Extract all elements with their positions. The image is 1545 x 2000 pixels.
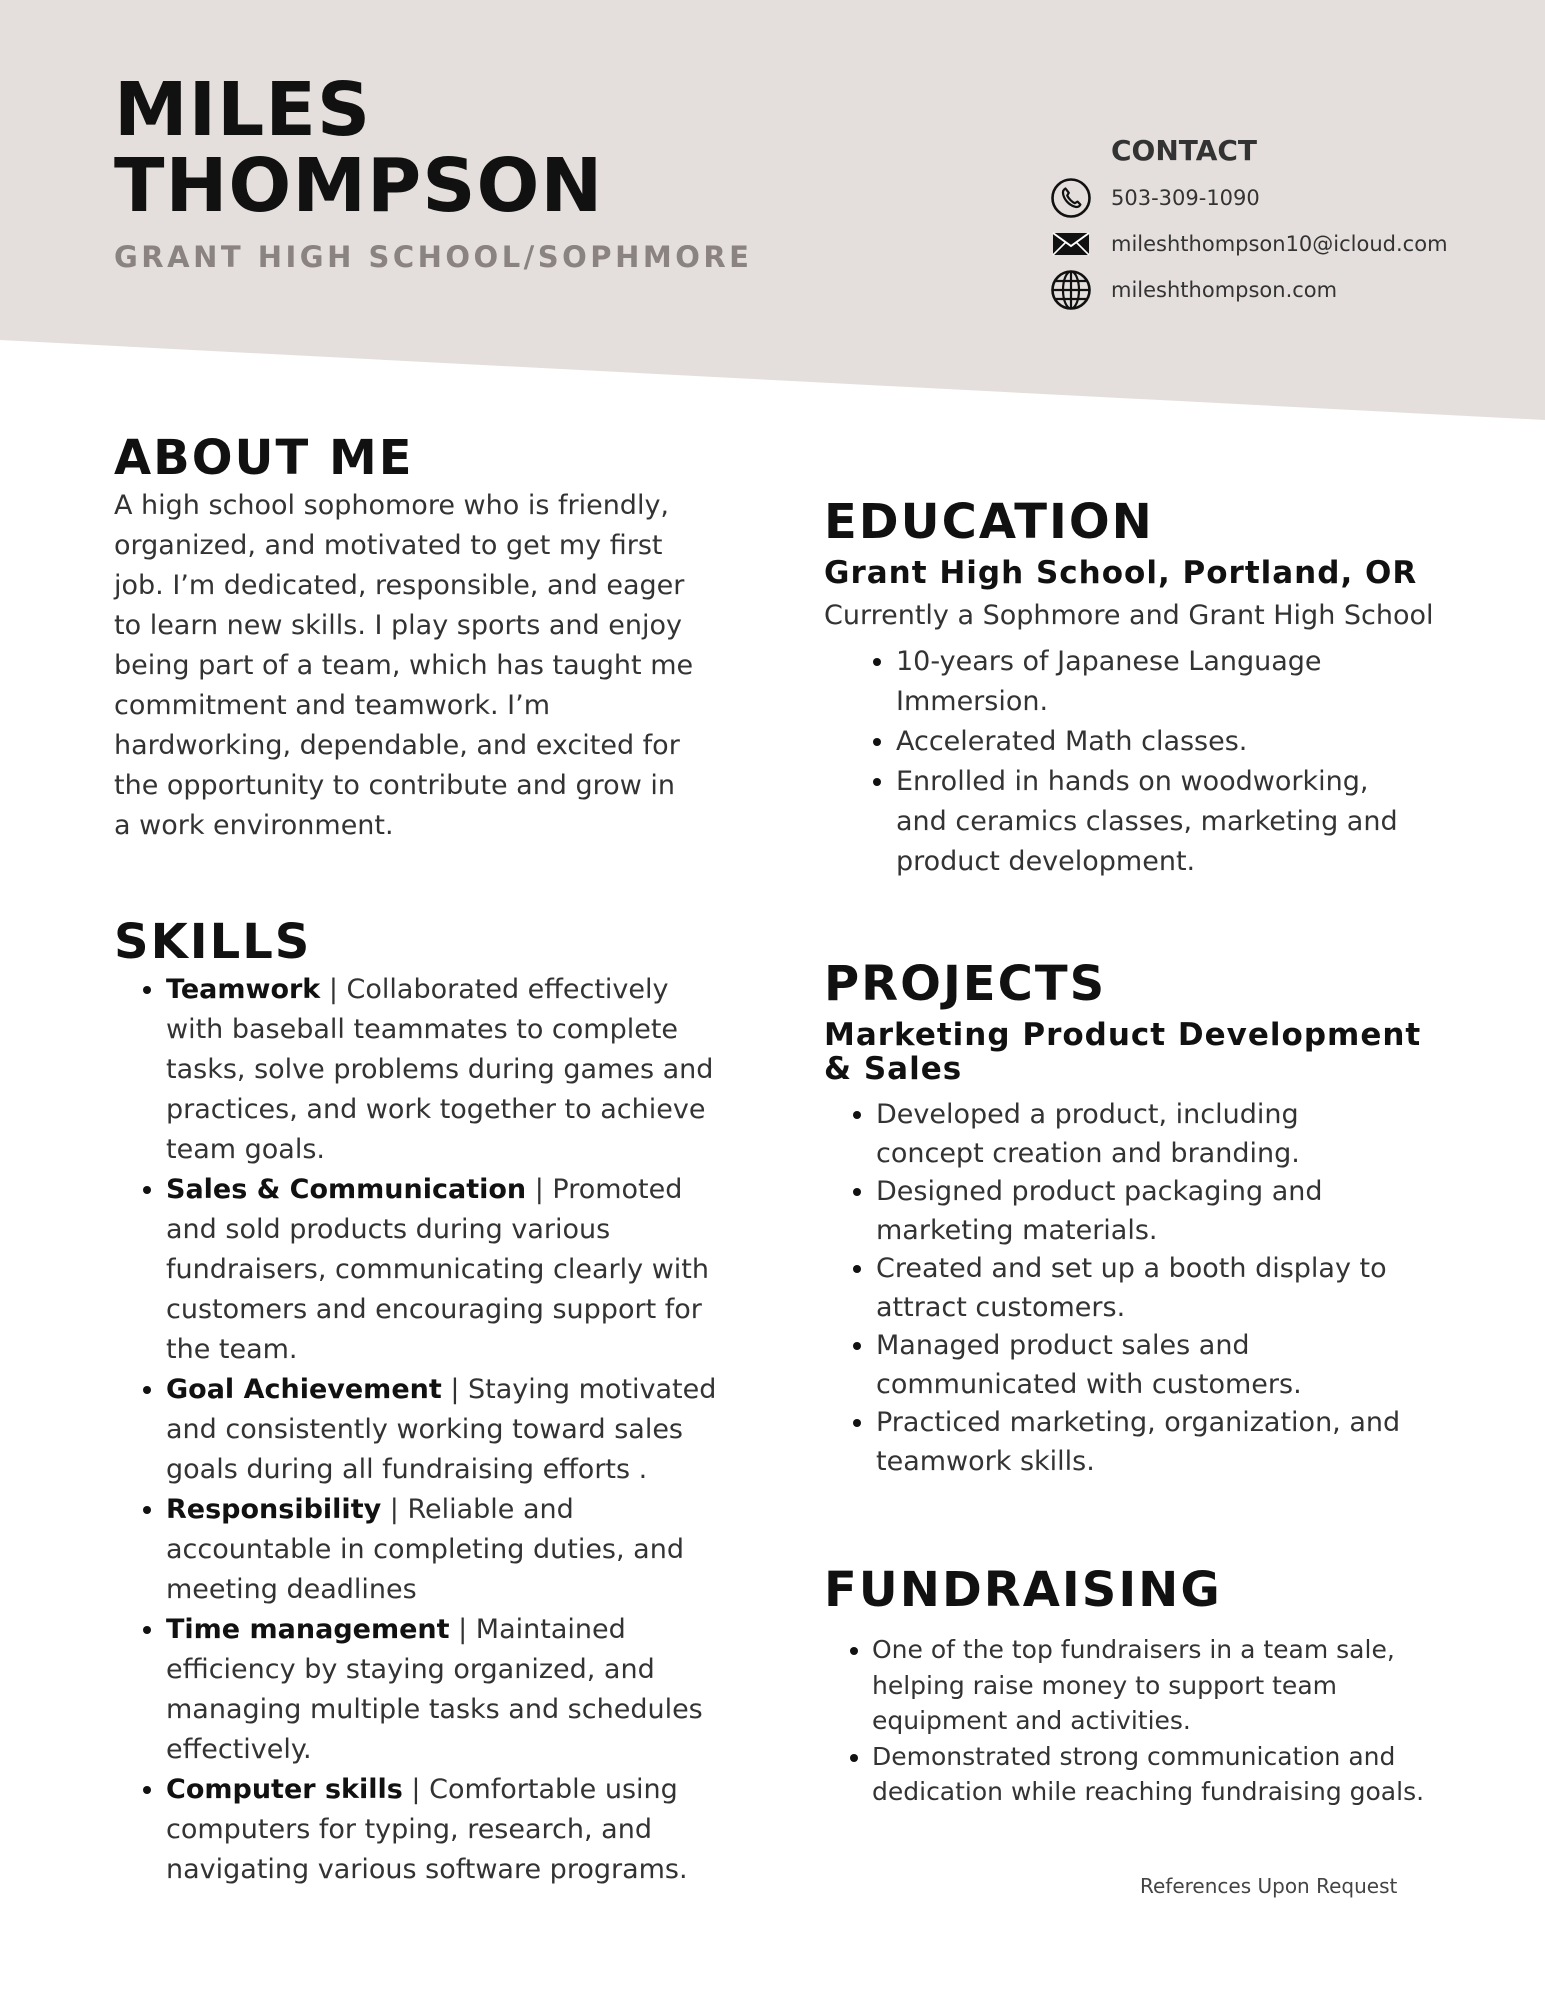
projects-heading: PROJECTS: [824, 956, 1107, 1012]
skills-heading: SKILLS: [114, 914, 312, 970]
skill-title: Time management: [166, 1614, 450, 1645]
school-subtitle: GRANT HIGH SCHOOL/SOPHMORE: [114, 240, 753, 274]
education-item: • 10-years of Japanese Language Immersion.: [896, 642, 1416, 722]
skills-section: [114, 914, 724, 1890]
fundraising-item: • Demonstrated strong communication and dedication while reaching fundraising goals.: [872, 1739, 1432, 1810]
skill-desc: | Maintained efficiency by staying organized, and managing multiple tasks and schedules effectively.: [166, 1614, 703, 1765]
fundraising-heading: FUNDRAISING: [824, 1562, 1222, 1618]
website-text[interactable]: mileshthompson.com: [1111, 278, 1338, 302]
fundraising-list: [824, 1632, 1432, 1810]
about-heading: ABOUT ME: [114, 430, 414, 486]
education-status: Currently a Sophmore and Grant High School: [824, 600, 1434, 631]
contact-phone: [1050, 176, 1260, 220]
skill-item: [166, 1770, 724, 1890]
contact-email: [1050, 222, 1448, 266]
contact-heading: CONTACT: [1111, 134, 1258, 167]
project-item: • Developed a product, including concept creation and branding.: [876, 1096, 1406, 1173]
skill-title: Teamwork: [166, 974, 321, 1005]
projects-list: [824, 1096, 1406, 1481]
first-name: MILES: [114, 67, 372, 153]
projects-section: [824, 956, 1464, 1481]
education-list: [824, 642, 1416, 882]
education-item: • Accelerated Math classes.: [896, 722, 1416, 762]
contact-website: [1050, 268, 1337, 312]
project-item: • Managed product sales and communicated with customers.: [876, 1327, 1406, 1404]
education-section: [824, 494, 1464, 882]
email-text[interactable]: mileshthompson10@icloud.com: [1111, 232, 1448, 256]
skill-desc: | Staying motivated and consistently working toward sales goals during all fundraising efforts .: [166, 1374, 717, 1485]
about-section: [114, 430, 714, 846]
project-item: • Practiced marketing, organization, and teamwork skills.: [876, 1404, 1406, 1481]
candidate-name: [114, 67, 604, 229]
phone-icon: [1050, 177, 1092, 219]
skill-item: [166, 1610, 724, 1770]
skill-item: [166, 1170, 724, 1370]
project-title-line2: & Sales: [824, 1051, 963, 1087]
project-title-line1: Marketing Product Development: [824, 1017, 1422, 1053]
skill-desc: | Reliable and accountable in completing duties, and meeting deadlines: [166, 1494, 684, 1605]
skills-list: [114, 970, 724, 1890]
phone-text[interactable]: 503-309-1090: [1111, 186, 1260, 210]
skill-title: Responsibility: [166, 1494, 382, 1525]
skill-item: [166, 970, 724, 1170]
project-item: • Designed product packaging and marketing materials.: [876, 1173, 1406, 1250]
project-item: • Created and set up a booth display to attract customers.: [876, 1250, 1406, 1327]
skill-title: Sales & Communication: [166, 1174, 527, 1205]
skill-desc: | Collaborated effectively with baseball teammates to complete tasks, solve problems during games and practices, and work together to achieve team goals.: [166, 974, 714, 1165]
last-name: THOMPSON: [114, 143, 604, 229]
skill-item: [166, 1370, 724, 1490]
skill-item: [166, 1490, 724, 1610]
school-name: Grant High School, Portland, OR: [824, 555, 1418, 591]
skill-desc: | Promoted and sold products during various fundraisers, communicating clearly with customers and encouraging support for the team.: [166, 1174, 709, 1365]
skill-desc: | Comfortable using computers for typing, research, and navigating various software programs.: [166, 1774, 688, 1885]
envelope-icon: [1050, 223, 1092, 265]
about-text: A high school sophomore who is friendly, organized, and motivated to get my first job. I’m dedicated, responsible, and eager to learn new skills. I play sports and enjoy being part of a team, which has taught me commitment and teamwork. I’m hardworking, dependable, and excited for the opportunity to contribute and grow in a work environment.: [114, 490, 694, 841]
globe-icon: [1050, 269, 1092, 311]
education-item: • Enrolled in hands on woodworking, and ceramics classes, marketing and product development.: [896, 762, 1416, 882]
fundraising-section: [824, 1562, 1464, 1810]
skill-title: Computer skills: [166, 1774, 403, 1805]
references-note: References Upon Request: [1140, 1874, 1398, 1898]
education-heading: EDUCATION: [824, 494, 1154, 550]
fundraising-item: • One of the top fundraisers in a team sale, helping raise money to support team equipment and activities.: [872, 1632, 1432, 1739]
skill-title: Goal Achievement: [166, 1374, 442, 1405]
